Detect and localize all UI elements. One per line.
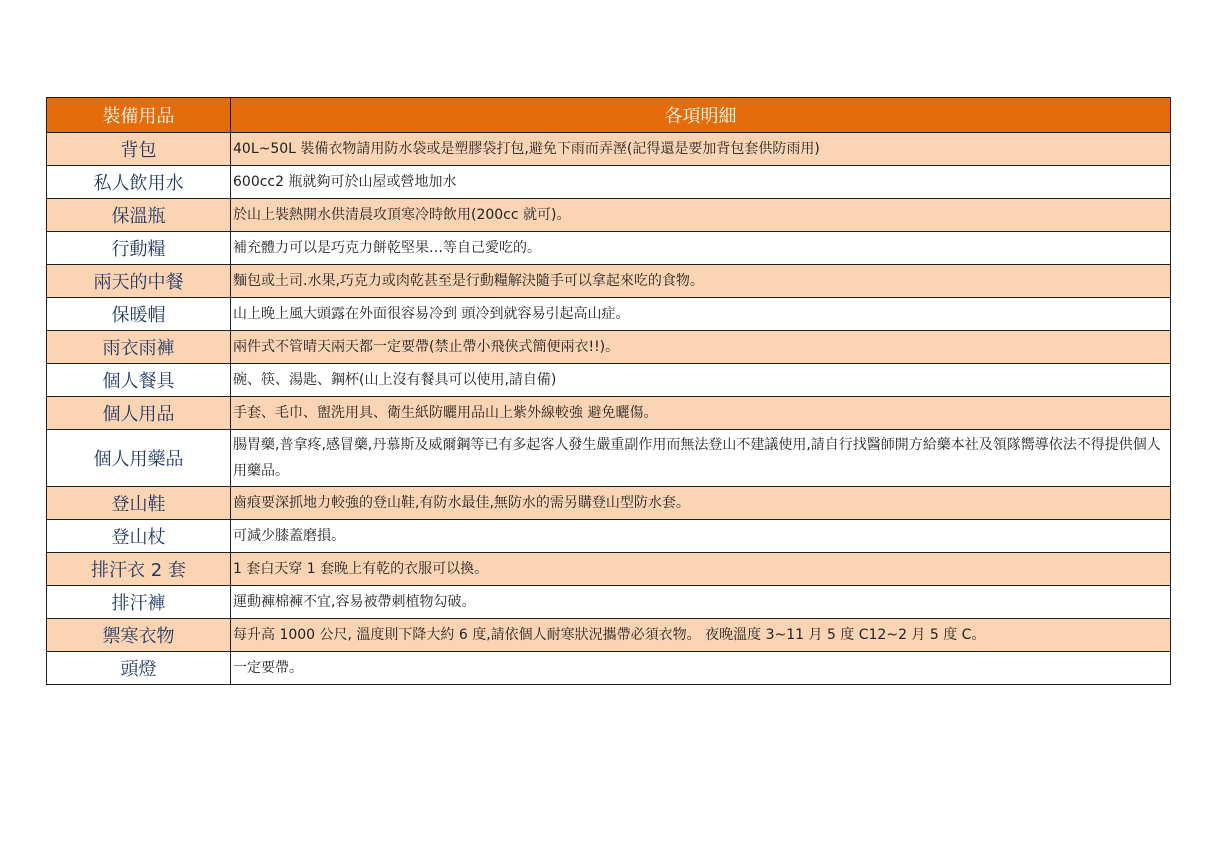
- item-name: 背包: [47, 133, 231, 166]
- table-row: [47, 364, 1171, 397]
- table-row: [47, 430, 1171, 487]
- item-detail: 齒痕要深抓地力較強的登山鞋,有防水最佳,無防水的需另購登山型防水套。: [231, 487, 1171, 520]
- item-name: 禦寒衣物: [47, 619, 231, 652]
- table-row: [47, 586, 1171, 619]
- table-row: [47, 553, 1171, 586]
- item-name: 保溫瓶: [47, 199, 231, 232]
- item-name: 兩天的中餐: [47, 265, 231, 298]
- item-detail: 於山上裝熱開水供清晨攻頂寒冷時飲用(200cc 就可)。: [231, 199, 1171, 232]
- item-detail: 每升高 1000 公尺, 溫度則下降大約 6 度,請依個人耐寒狀況攜帶必須衣物。 夜晚溫度 3~11 月 5 度 C12~2 月 5 度 C。: [231, 619, 1171, 652]
- item-detail: 可減少膝蓋磨損。: [231, 520, 1171, 553]
- item-name: 個人餐具: [47, 364, 231, 397]
- table-row: [47, 199, 1171, 232]
- table-row: [47, 619, 1171, 652]
- item-name: 個人用藥品: [47, 430, 231, 487]
- item-detail: 補充體力可以是巧克力餅乾堅果…等自己愛吃的。: [231, 232, 1171, 265]
- table-row: [47, 265, 1171, 298]
- table-row: [47, 331, 1171, 364]
- item-name: 行動糧: [47, 232, 231, 265]
- item-name: 保暖帽: [47, 298, 231, 331]
- item-name: 個人用品: [47, 397, 231, 430]
- item-detail: 碗、筷、湯匙、鋼杯(山上沒有餐具可以使用,請自備): [231, 364, 1171, 397]
- item-name: 頭燈: [47, 652, 231, 685]
- table-row: [47, 487, 1171, 520]
- item-name: 排汗衣 2 套: [47, 553, 231, 586]
- table-row: [47, 166, 1171, 199]
- item-detail: 40L~50L 裝備衣物請用防水袋或是塑膠袋打包,避免下雨而弄溼(記得還是要加背包套供防雨用): [231, 133, 1171, 166]
- item-name: 雨衣雨褲: [47, 331, 231, 364]
- item-detail: 兩件式不管晴天兩天都一定要帶(禁止帶小飛俠式簡便兩衣!!)。: [231, 331, 1171, 364]
- item-detail: 腸胃藥,普拿疼,感冒藥,丹慕斯及威爾鋼等已有多起客人發生嚴重副作用而無法登山不建議使用,請自行找醫師開方給藥本社及領隊嚮導依法不得提供個人用藥品。: [231, 430, 1171, 487]
- table-row: [47, 397, 1171, 430]
- item-detail: 1 套白天穿 1 套晚上有乾的衣服可以換。: [231, 553, 1171, 586]
- item-name: 排汗褲: [47, 586, 231, 619]
- table-header-row: [47, 98, 1171, 133]
- header-item: 裝備用品: [47, 98, 231, 133]
- gear-table: [46, 97, 1171, 685]
- item-detail: 運動褲棉褲不宜,容易被帶刺植物勾破。: [231, 586, 1171, 619]
- item-name: 登山杖: [47, 520, 231, 553]
- item-detail: 山上晚上風大頭露在外面很容易冷到 頭冷到就容易引起高山症。: [231, 298, 1171, 331]
- table-row: [47, 652, 1171, 685]
- item-detail: 600cc2 瓶就夠可於山屋或營地加水: [231, 166, 1171, 199]
- item-detail: 一定要帶。: [231, 652, 1171, 685]
- table-row: [47, 298, 1171, 331]
- gear-list-sheet: [46, 97, 1170, 685]
- table-row: [47, 520, 1171, 553]
- item-detail: 手套、毛巾、盥洗用具、衛生紙防曬用品山上紫外線較強 避免曬傷。: [231, 397, 1171, 430]
- item-name: 私人飲用水: [47, 166, 231, 199]
- item-name: 登山鞋: [47, 487, 231, 520]
- table-row: [47, 133, 1171, 166]
- item-detail: 麵包或土司.水果,巧克力或肉乾甚至是行動糧解決隨手可以拿起來吃的食物。: [231, 265, 1171, 298]
- header-details: 各項明細: [231, 98, 1171, 133]
- table-row: [47, 232, 1171, 265]
